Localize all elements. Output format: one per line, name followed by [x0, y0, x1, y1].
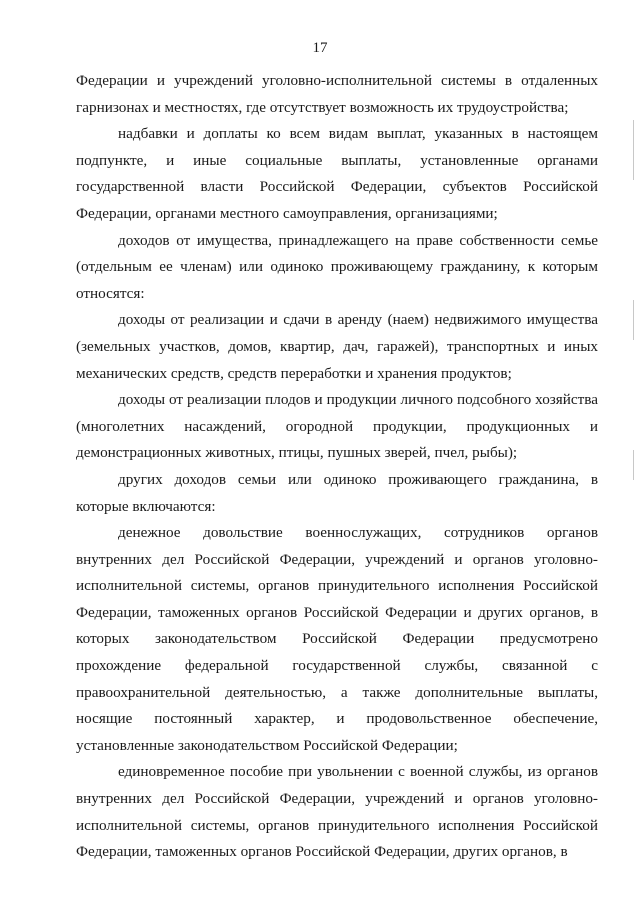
paragraph-8: единовременное пособие при увольнении с военной службы, из органов внутренних дел Российской Федерации, учреждений и органов уголовно-исполнительной системы, органов принудительного исполнения Российской Федерации, таможенных органов Российской Федерации, других органов, в	[76, 763, 598, 861]
page-number: 17	[312, 40, 328, 56]
paragraph-1: Федерации и учреждений уголовно-исполнительной системы в отдаленных гарнизонах и местностях, где отсутствует возможность их трудоустройства;	[76, 72, 598, 116]
scan-edge-mark	[633, 300, 634, 340]
document-body	[76, 68, 598, 866]
paragraph-3: доходов от имущества, принадлежащего на праве собственности семье (отдельным ее членам) или одиноко проживающему гражданину, к которым относятся:	[76, 231, 598, 302]
paragraph-4: доходы от реализации и сдачи в аренду (наем) недвижимого имущества (земельных участков, домов, квартир, дач, гаражей), транспортных и иных механических средств, средств переработки и хранения продуктов;	[76, 311, 598, 382]
scan-edge-mark	[633, 450, 634, 480]
paragraph-6: других доходов семьи или одиноко проживающего гражданина, в которые включаются:	[76, 470, 598, 515]
paragraph-2: надбавки и доплаты ко всем видам выплат, указанных в настоящем подпункте, и иные социальные выплаты, установленные органами государственной власти Российской Федерации, субъектов Российской Федерации, органами местного самоуправления, организациями;	[76, 125, 598, 222]
paragraph-7: денежное довольствие военнослужащих, сотрудников органов внутренних дел Российской Федерации, учреждений и органов уголовно-исполнительной системы, органов принудительного исполнения Российской Федерации, таможенных органов Российской Федерации и других органов, в которых законодательством Российской Федерации предусмотрено прохождение федеральной государственной службы, связанной с правоохранительной деятельностью, а также дополнительные выплаты, носящие постоянный характер, и продовольственное обеспечение, установленные законодательством Российской Федерации;	[76, 524, 598, 754]
scan-edge-mark	[633, 120, 634, 180]
paragraph-5: доходы от реализации плодов и продукции личного подсобного хозяйства (многолетних насаждений, огородной продукции, продукционных и демонстрационных животных, птицы, пушных зверей, пчел, рыбы);	[76, 391, 598, 462]
